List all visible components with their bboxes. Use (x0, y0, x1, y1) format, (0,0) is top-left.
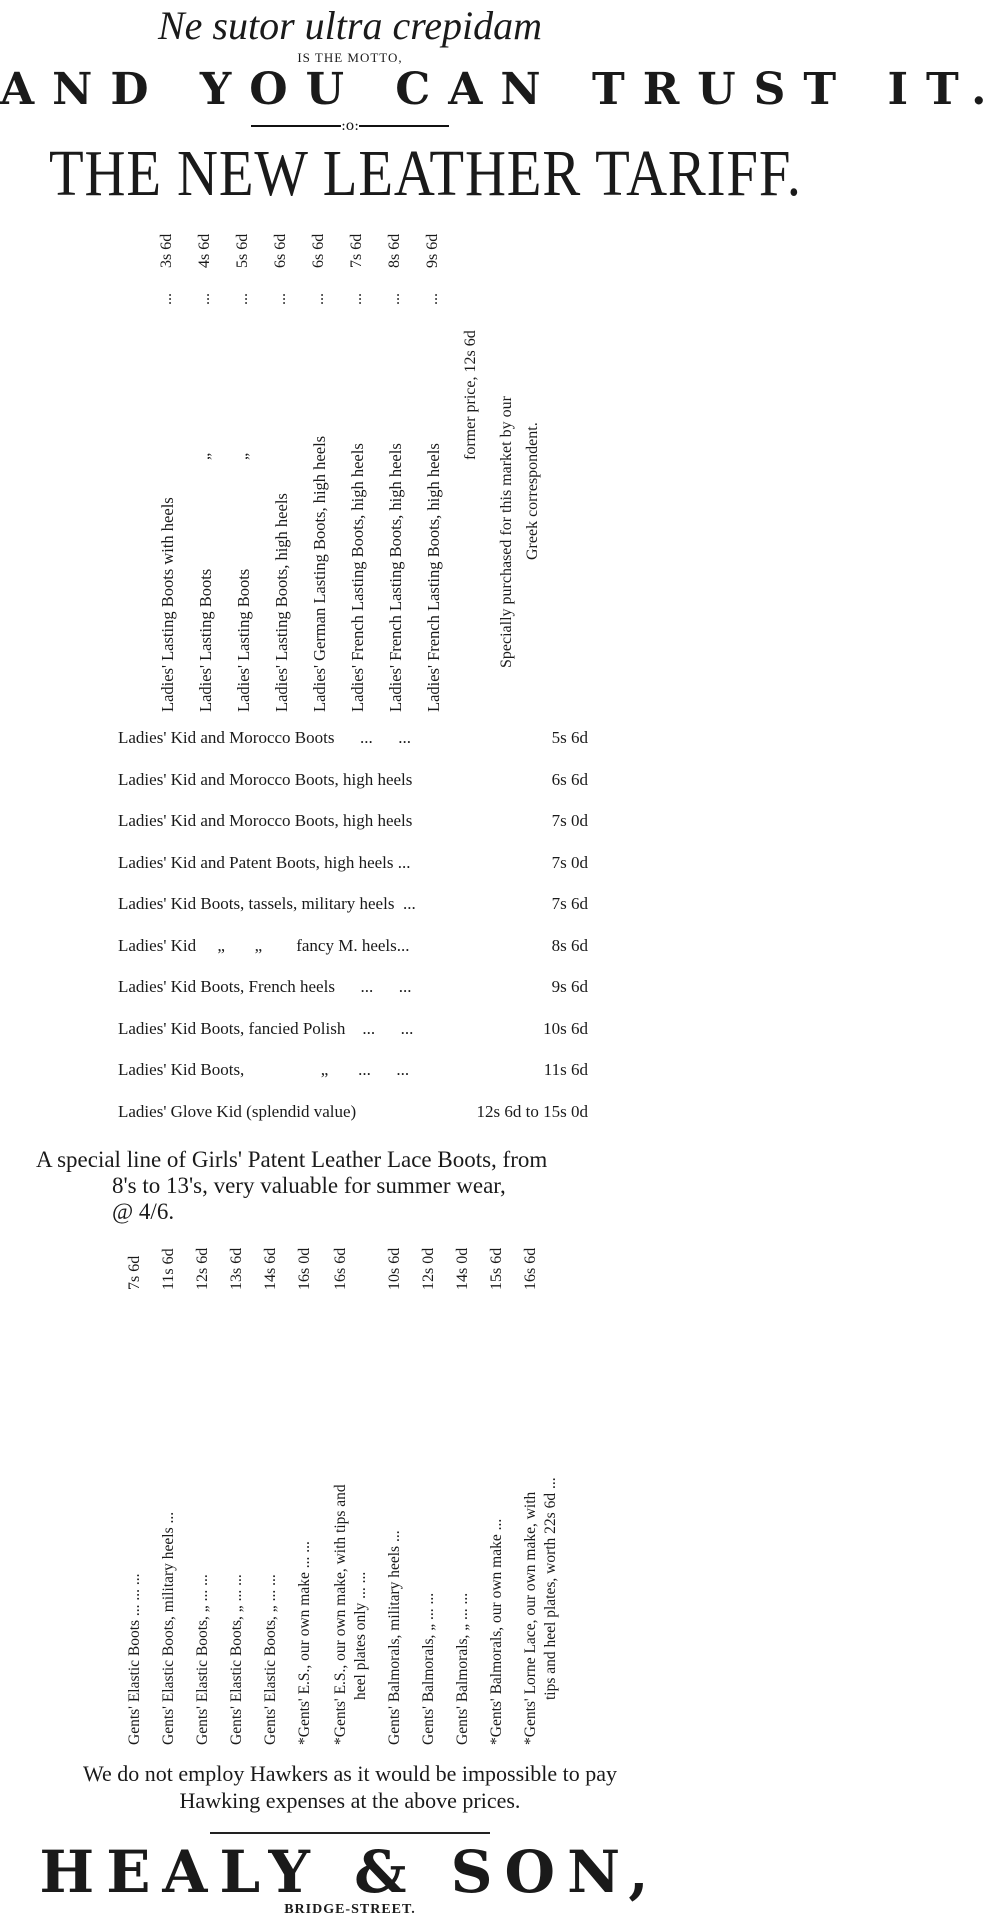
gents-desc: Gents' Elastic Boots ... ... ... (126, 1573, 143, 1745)
kid-boots-desc: Ladies' Kid and Morocco Boots, high heels (118, 770, 413, 789)
lasting-price: 5s 6d (234, 233, 251, 268)
lasting-desc: Ladies' Lasting Boots (234, 568, 253, 712)
gents-desc: *Gents' E.S., our own make, with tips and (332, 1484, 349, 1745)
lasting-desc: Ladies' Lasting Boots with heels (158, 497, 177, 712)
gents-price: 10s 6d (386, 1247, 403, 1290)
lasting-price: 6s 6d (272, 233, 289, 268)
lasting-desc: Ladies' French Lasting Boots, high heels (386, 443, 405, 712)
lasting-dots: ... (272, 293, 289, 305)
kid-boots-desc: Ladies' Kid and Patent Boots, high heels ... (118, 853, 411, 872)
kid-boots-price: 12s 6d to 15s 0d (476, 1102, 588, 1121)
gents-desc: *Gents' Lorne Lace, our own make, with (522, 1491, 539, 1745)
lasting-price: 9s 6d (424, 233, 441, 268)
kid-boots-price: 7s 0d (551, 853, 588, 872)
gents-price: 14s 6d (262, 1247, 279, 1290)
lasting-price: 3s 6d (158, 233, 175, 268)
lasting-desc: Ladies' German Lasting Boots, high heels (310, 435, 329, 712)
gents-desc-continued: heel plates only ... ... (352, 1571, 369, 1700)
kid-boots-desc: Ladies' Kid Boots, fancied Polish ... ... (118, 1019, 414, 1038)
gents-desc: Gents' Balmorals, military heels ... (386, 1530, 403, 1745)
gents-price: 11s 6d (160, 1248, 177, 1290)
kid-boots-desc: Ladies' Glove Kid (splendid value) (118, 1102, 357, 1121)
gents-desc: Gents' Balmorals, „ ... ... (454, 1592, 471, 1745)
separator-glyph: :o: (341, 118, 359, 134)
lasting-price: 7s 6d (348, 233, 365, 268)
kid-boots-desc: Ladies' Kid Boots, „ ... ... (118, 1060, 410, 1079)
kid-boots-desc: Ladies' Kid Boots, French heels ... ... (118, 977, 412, 996)
page-title: THE NEW LEATHER TARIFF. (49, 137, 802, 210)
gents-price: 15s 6d (488, 1247, 505, 1290)
lasting-ditto: „ (196, 452, 213, 460)
gents-desc: Gents' Elastic Boots, military heels ... (160, 1511, 177, 1745)
kid-boots-price: 6s 6d (551, 770, 588, 789)
gents-desc: Gents' Elastic Boots, „ ... ... (228, 1574, 245, 1745)
special-line-notice (36, 1147, 676, 1225)
lasting-price: 6s 6d (310, 233, 327, 268)
gents-desc: Gents' Elastic Boots, „ ... ... (194, 1574, 211, 1745)
lasting-desc: Ladies' French Lasting Boots, high heels (424, 443, 443, 712)
separator-rule-right (359, 125, 449, 127)
lasting-dots: ... (234, 293, 251, 305)
kid-boots-desc: Ladies' Kid Boots, tassels, military heels ... (118, 894, 416, 913)
footer-rule (210, 1832, 490, 1834)
firm-street: BRIDGE-STREET. (284, 1902, 416, 1917)
kid-boots-price: 10s 6d (543, 1019, 588, 1038)
lasting-special-note-2: Greek correspondent. (524, 422, 541, 560)
kid-boots-price: 9s 6d (551, 977, 588, 996)
kid-boots-desc: Ladies' Kid „ „ fancy M. heels... (118, 936, 410, 955)
gents-price: 7s 6d (126, 1255, 143, 1290)
kid-boots-price: 5s 6d (551, 728, 588, 747)
lasting-desc: Ladies' Lasting Boots, high heels (272, 493, 291, 712)
lasting-dots: ... (424, 293, 441, 305)
lasting-dots: ... (386, 293, 403, 305)
gents-desc: *Gents' E.S., our own make ... ... (296, 1541, 313, 1745)
gents-price: 12s 0d (420, 1247, 437, 1290)
special-line-2: 8's to 13's, very valuable for summer wear, (112, 1173, 506, 1198)
kid-boots-desc: Ladies' Kid and Morocco Boots, high heels (118, 811, 413, 830)
special-line-1: A special line of Girls' Patent Leather Lace Boots, from (36, 1147, 548, 1172)
kid-boots-price: 8s 6d (551, 936, 588, 955)
firm-name: HEALY & SON, (39, 1838, 661, 1906)
lasting-former-price: former price, 12s 6d (462, 330, 479, 460)
lasting-price: 8s 6d (386, 233, 403, 268)
lasting-dots: ... (196, 293, 213, 305)
lasting-desc: Ladies' Lasting Boots (196, 568, 215, 712)
lasting-dots: ... (310, 293, 327, 305)
trust-line: AND YOU CAN TRUST IT. (0, 64, 1004, 115)
lasting-dots: ... (348, 293, 365, 305)
special-line-3: @ 4/6. (112, 1199, 175, 1224)
gents-price: 16s 0d (296, 1247, 313, 1290)
separator (0, 118, 700, 134)
gents-desc: Gents' Balmorals, „ ... ... (420, 1592, 437, 1745)
motto: Ne sutor ultra crepidam (157, 3, 543, 48)
gents-price: 13s 6d (228, 1247, 245, 1290)
lasting-desc: Ladies' French Lasting Boots, high heels (348, 443, 367, 712)
kid-boots-price: 11s 6d (543, 1060, 588, 1079)
lasting-ditto: „ (234, 452, 251, 460)
separator-rule-left (251, 125, 341, 127)
motto-caption: IS THE MOTTO, (297, 50, 403, 65)
gents-desc: *Gents' Balmorals, our own make ... (488, 1518, 505, 1745)
gents-price: 14s 0d (454, 1247, 471, 1290)
lasting-price: 4s 6d (196, 233, 213, 268)
gents-price: 12s 6d (194, 1247, 211, 1290)
hawkers-notice (0, 1760, 700, 1814)
gents-desc-continued: tips and heel plates, worth 22s 6d ... (542, 1477, 559, 1700)
hawkers-line-2: Hawking expenses at the above prices. (179, 1788, 521, 1813)
hawkers-line-1: We do not employ Hawkers as it would be impossible to pay (82, 1761, 618, 1786)
gents-desc: Gents' Elastic Boots, „ ... ... (262, 1574, 279, 1745)
kid-boots-price: 7s 0d (551, 811, 588, 830)
lasting-dots: ... (158, 293, 175, 305)
kid-boots-desc: Ladies' Kid and Morocco Boots ... ... (118, 728, 411, 747)
gents-price: 16s 6d (332, 1247, 349, 1290)
gents-price: 16s 6d (522, 1247, 539, 1290)
kid-boots-price: 7s 6d (551, 894, 588, 913)
lasting-special-note-1: Specially purchased for this market by our (498, 396, 515, 668)
